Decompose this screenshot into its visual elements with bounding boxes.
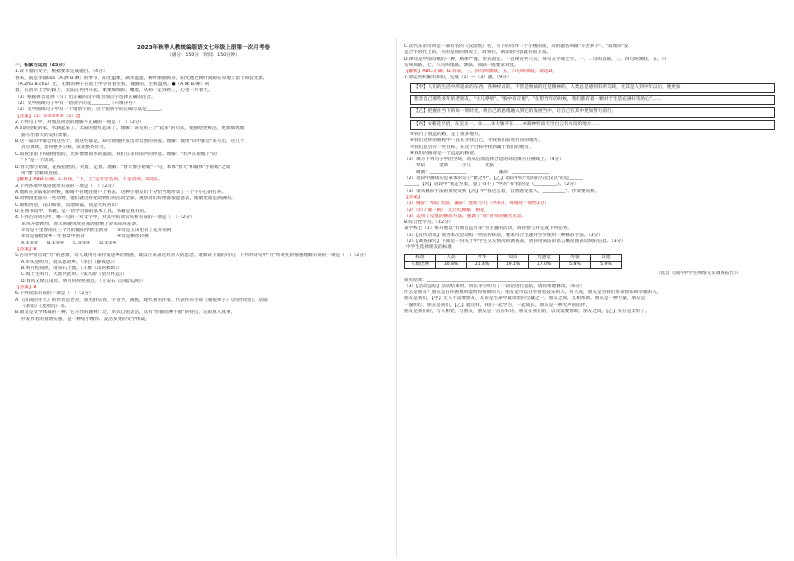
text-line: （选自《国内中学生网络交友调查报告》） [656, 271, 741, 277]
text-line: 句叫颈联，七、八句叫尾联。颔联、颈联一般要求对仗。 [404, 62, 519, 68]
survey-data-cell: 人数比例 [405, 261, 436, 268]
text-line: C.海上生明月，天涯共此时。（张九龄《望月怀远》） [21, 272, 127, 278]
exam-subtitle: （满分：150分 时间：150分钟） [167, 53, 240, 58]
survey-data-cell: 17.0% [529, 261, 560, 268]
text-line: 描写出春天的美好景象。 [21, 132, 72, 138]
text-line: ______，【丙】语段中"我走至着，童了书不了"中的"书"指的是《__________》。（2分） [404, 182, 579, 188]
text-line: （3）【活动总结】活动结束时，班长李小明写了一段话进行总结，请你帮他修改。（6分） [404, 283, 585, 289]
text-line: （3）请从修辞手法的角度赏析【丙】中"我这么着，自然感受着人，__________"。作简要赏析。 [404, 188, 600, 194]
survey-table-data-row [405, 261, 622, 268]
text-line: C.雨夜里雨下得静悄悄的，光好像要雨水的滋润，我们在等待雨声的停息。理解："水声在屋檐下"的 [15, 151, 217, 157]
text-line: 【答案】 [404, 194, 423, 200]
text-line: B.这一篇山中都会用这些个，而这些都是，却尽情地抒发出对自然的喜爱。理解：使用"山中都会"来写出，这几个 [15, 139, 245, 145]
text-line: 【丙】①朝花夕拾，东皇太一。②……③大雁开在……④凝神听雨天空白云有方向的地方…… [410, 120, 775, 130]
text-line: C.次代东帝诗词是一部有名的《汉园集》名，写下的诗作一个小楼雨夜，诗的题名叫做"辛苦萝卜"、"寂闻你"发 [404, 44, 629, 49]
column-divider [396, 38, 397, 558]
right-column-tail [404, 271, 781, 315]
text-line: 某学校七（1）班开展以"有朋自远方来"为主题的活动，请你参与并完成下列任务。 [404, 226, 572, 232]
text-line: ①诗是千里春雨在三个月的暖阳中新生新芽 ②诗是玉田里有了花开的阿 [21, 227, 172, 233]
text-line: 3.下列各项中成语使用有误的一项是（ ）（2分） [15, 183, 117, 189]
text-line: D.春风又绿江南岸，明月何时照我还。（王安石《泊船瓜洲》） [21, 278, 146, 284]
exam-title: 2023年秋季人教统编版语文七年级上册第一次月考卷 [136, 45, 271, 51]
text-line: A.山洞里蛇的家，水滴起来了，太阳的脸红起来了。理解：该句用三个"起来"的句式，使描绘更鲜活，更加细致地 [15, 126, 245, 132]
text-line: （3）运用了反复的修辞方法，强调了"我"背书的痛苦无奈。 [404, 213, 526, 219]
text-line: ⑦我们总会有一些目标，在这个目标中找到属于我们的地方。 [410, 144, 534, 150]
text-line: 8.综合性学习。（12分） [404, 220, 454, 226]
text-line: ⑧我们的路途是一个远远的路途。 [410, 150, 479, 156]
survey-data-cell: 30.8% [436, 261, 467, 268]
text-line: 【解析】ABD.正确；C.有误，"下，上"是方位名词，不是动词。故选C。 [15, 177, 163, 183]
text-line: 歌曲：________________ 谦辞：________________ [416, 169, 550, 175]
text-line: 东风开始转向，春天的暖风吹在我的脸颊上带来阵阵花香。 [21, 221, 141, 227]
text-line: 1.读下面的文字，根据要求完成题目。（4分） [15, 69, 108, 75]
text-line: C.姐姐西望，花山如带，沟池如镜，真是大好河山！ [15, 202, 121, 208]
text-line: ⑥我们这样的路程中一直在寻找自己，寻找我们前进方向的地方。 [410, 138, 543, 144]
text-line: （2）《钓 / 冀 · 朝》 元旦吃糯糯 朝花 [404, 207, 485, 213]
survey-header-cell: 凭感觉 [529, 254, 560, 261]
text-line: （2）语段中画线句是秉承的句子"雅之中"，【乙】语段中的"光阴的古佳仪式"的是______ [404, 176, 584, 182]
text-line: 用"像"比喻词连接。 [21, 170, 62, 176]
text-line: D.春天像小姑娘，花枝招展的，笑着，走着。理解："春天像小姑娘"一句，本体"春天"和喻体"小姑娘"之间 [15, 164, 231, 170]
text-line: 着，在清早上学的路上，太阳正冉冉升起，柔柔细细的。嫩着，从初一走到初三，心里一片春天。 [15, 88, 213, 94]
survey-header-cell: 才华 [467, 254, 498, 261]
text-line: 朋友是我们，【甲】无人不需要朋友，友谊是生命中最珍贵的宝藏之一。朋友之间，互相帮助。朋友是一种力量，朋友是 [404, 296, 646, 302]
text-line: （1）填写下列句子中的空缺，请从后面选择合适的词语填写在横线上。（4分） [404, 157, 564, 163]
text-line: （2）文中画线句子中有一错别字的是________（只填序号） [15, 101, 138, 107]
survey-table [404, 254, 622, 270]
text-line: A.①②③ B.①③④ C.②③④ D.①②④ [21, 240, 117, 246]
text-line: 探究结果：________________________________________________________ [404, 277, 556, 283]
survey-data-cell: 5.8% [560, 261, 591, 268]
text-line: 5.古诗中常出现"月"的意象，诗人或用月来抒发思乡的情感，或以月来表达对亲人的思念。请阅读下面的诗句，下列对诗句中"月"所寄托的情感理解有误的一项是（ ）（2分） [15, 253, 369, 259]
text-line: 7.请运用积累的知识，完成（1）—（3）题。（9分） [404, 75, 512, 81]
text-line: （1）根据拼音选择（写）出正确的汉字或为加点字选择正确的注音。 [15, 94, 156, 100]
text-line: 4.下列古诗词句中，哪一句的一对文字中，对其中的词句赏析有误的一项是（ ）（2分） [15, 215, 195, 221]
text-line: 抒发作者的真情实感，是一种短小精悍、灵活多变的文学体裁。 [21, 316, 150, 322]
text-line: 一盏明灯，朋友是我们，【乙】就这样，我们一起学习，一起成长。朋友是一种无声的陪伴。 [404, 302, 591, 308]
text-line: B.动物园里面有一些动物，他们就这样把动物们的活动全部，观察者们好像都很愿意去，眼睛里面是满满的。 [15, 196, 236, 202]
text-line: D.律诗是中国诗歌的一种，格律严谨，形式固定。一首律诗共八句，每句五字或七字。一、二句叫首联，三、四句叫颔联，五、六 [404, 56, 667, 62]
text-line: 想念自己那些多年的老朋友。"小儿咿唔"，"胸中有丘壑"。"在想当年的时候，我们都有着一颗对于生活充满好奇的心"…… [410, 95, 775, 105]
right-column [404, 44, 781, 315]
text-line: 奉陪 金饰 小儿 光临 [416, 163, 495, 169]
survey-table-header-row [405, 254, 622, 261]
text-line: 【甲】人们的生活中所追求的东西，各种样式的，不管是物质的还是精神的，人类总是感到有所欠缺，尤其是人到中年以后，便更加 [410, 83, 775, 93]
text-line: （A.Zhū B.chū）光，无数的种子在泥土中孕育着生机，瑰丽的，生机盎然。●（A.嗦 B.嗦）叫 [15, 82, 210, 88]
text-line: 是合乎时代上的，写的是我的情况上，故事后，朗读的内容就有很丰富。 [404, 50, 552, 56]
text-line: （1）【宣传动员】请为本次活动拟一则宣传标语，要求符合主题并至少使用一种修辞手法。（3分） [404, 232, 603, 238]
text-line: A.他跨在亲戚家的时候，眼睛不住地往窗户上看去，这种小朋友们十分恰当地形容了一个不小心的打坏。 [15, 189, 227, 195]
text-line: 【乙】把握住当下的每一刻时光，将自己的思绪融入到它的发展当中，让自己在其中更加努力前行。 [410, 107, 775, 117]
text-line: B.明月松间照，清泉石上流。（王维《山居秋暝》） [21, 266, 123, 271]
survey-header-cell: 知识 [498, 254, 529, 261]
text-line: 朋友是我们的，与人相处，与朋友，朋友是一首首好诗，朋友在我们的，以及需要帮助。朋友之间，【乙】实在是太好了。 [404, 308, 650, 314]
text-line: "下"是一个动词。 [21, 158, 58, 164]
survey-header-cell: 人品 [436, 254, 467, 261]
text-line: 一、积累与运用（45分） [15, 63, 68, 68]
text-line: A.《济南的冬天》的作者是老舍，原名舒庆春，字舍予，满族，现代著名作家，代表作有小说《骆驼祥子》《四世同堂》，话剧 [15, 297, 268, 303]
text-line: 2.下列句子中，对加点词语的理解不正确的一项是（ ）（2分） [15, 120, 145, 126]
text-line: （2）【调查探究】下面是一份关于中学生交友情况的调查表，请你用简洁的语言概括图表反映的信息。（3分） [404, 239, 626, 245]
text-line: （2）文中画线句子中有一个错别字的，这个错别字的正确写法是______。 [15, 107, 165, 113]
text-line: D.在图书馆中，书籍，是一切学习都的基本工具，书籍是真有的。 [15, 208, 149, 214]
text-line: ③诗是描绘故乡一年春景中的诗 ④诗是柳丝轻拂 [21, 234, 149, 240]
text-line: 6.下列说法有误的一项是（ ）（2分） [15, 291, 94, 297]
survey-header-cell: 标准 [405, 254, 436, 261]
text-line: 【答案】（1）①②③④⑤（2）湿 [15, 113, 81, 119]
text-line: 《茶馆》《龙须沟》等。 [21, 304, 70, 310]
text-line: 具有体现，显得整齐匀称，读来整齐有力。 [21, 145, 109, 151]
right-column-body [404, 44, 781, 245]
text-line: 【答案】B [15, 285, 37, 291]
text-line: 【答案】B [15, 246, 37, 252]
text-line: A.举头望明月，低头思故乡。（李白《静夜思》） [21, 259, 118, 265]
survey-data-cell: 5.9% [591, 261, 622, 268]
survey-data-cell: 21.4% [467, 261, 498, 268]
survey-table-caption: 中学生选择朋友的标准 [406, 245, 452, 251]
text-line: ⑤我行了很远的路，走了很多地方。 [410, 131, 484, 137]
text-line: 什么是朋友？朋友是在你困难时能给你帮助的人；朋友是可以分享喜怒哀乐的人。有人说，朋友是为我们带来快乐和幸福的人。 [404, 290, 662, 296]
survey-data-cell: 19.1% [498, 261, 529, 268]
text-line: 春来，就是李甜lìsā［A.洒 B.晒］的季节。阳光温柔，湖水盈盈，树叶刚抽新芽，阳光透过树叶间隙在草地上留下斑驳光影， [15, 75, 268, 81]
text-line: 【解析】ABC.正确；D.有误，三、四句叫颔联，五、六句叫颈联。故选D。 [404, 69, 557, 75]
survey-header-cell: 外貌 [560, 254, 591, 261]
left-column [15, 63, 392, 323]
text-line: B.散文是文学体裁的一种，它写作的题材广泛，形式自由灵活，具有"形散而神不散"的特点，记叙真人真事， [15, 310, 236, 316]
survey-header-cell: 其他 [591, 254, 622, 261]
text-line: （1）敬辞：奉陪 光临 谦辞：金饰 小儿（共4分，每填对一项给1分） [404, 201, 549, 207]
